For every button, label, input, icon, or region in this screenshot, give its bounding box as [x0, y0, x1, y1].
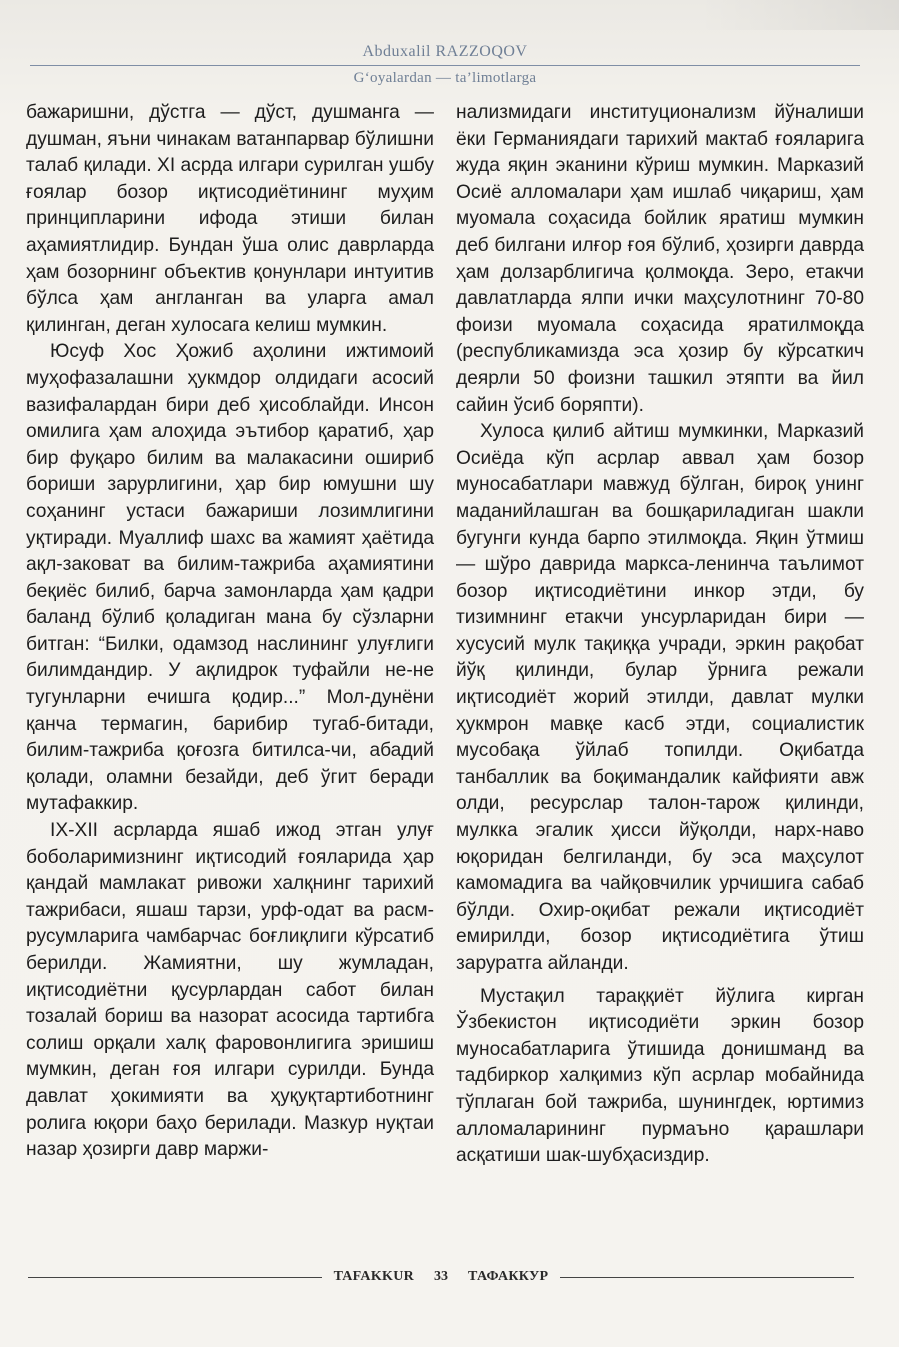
footer-rule-right [560, 1277, 854, 1278]
footer-title-latin: TAFAKKUR [333, 1269, 415, 1284]
header-author: Abduxalil RAZZOQOV [362, 43, 528, 60]
footer-title-cyrillic: ТАФАККУР [468, 1269, 549, 1284]
running-footer [28, 1265, 854, 1289]
article-body [26, 100, 864, 1167]
running-header [30, 42, 860, 87]
header-rule [30, 65, 860, 66]
paragraph: Хулоса қилиб айтиш мумкинки, Марказий Осиёда кўп асрлар аввал ҳам бозор муносабатлари мавжуд бўлган, бироқ унинг маданийлашган ва бошқариладиган шакли бугунги кунда барпо этилмоқда. Яқин ўтмиш — шўро даврида маркса-ленинча таълимот бозор иқтисодиётини инкор этди, бу тизимнинг етакчи унсурларидан бири — хусусий мулк тақиққа учради, эркин рақобат йўқ қилинди, булар ўрнига режали иқтисодиёт жорий этилди, давлат мулки ҳукмрон мавқе касб этди, социалистик мусобақа ўйлаб топилди. Оқибатда танбаллик ва боқимандалик кайфияти авж олди, ресурслар талон-тарож қилинди, мулкка эгалик ҳисси йўқолди, нарх-наво юқоридан белгиланди, бу эса маҳсулот камомадига ва чайқовчилик урчишига сабаб бўлди. Охир-оқибат режали иқтисодиёт емирилди, бозор иқтисодиётига ўтиш заруратга айланди. [456, 421, 864, 974]
paragraph: нализмидаги институционализм йўналиши ёки Германиядаги тарихий мактаб ғояларига жуда яқин эканини кўриш мумкин. Марказий Осиё алломалари ҳам ишлаб чиқариш, ҳам муомала соҳасида бойлик яратиш мумкин деб билгани илғор ғоя бўлиб, ҳозирги даврда ҳам долзарблигича қолмоқда. Зеро, етакчи давлатларда ялпи ички маҳсулотнинг 70-80 фоизи муомала соҳасида яратилмоқда (республикамизда эса ҳозир бу кўрсаткич деярли 50 фоизни ташкил этяпти ва йил сайин ўсиб боряпти). [456, 102, 864, 416]
page-number: 33 [434, 1269, 449, 1284]
left-column [26, 100, 434, 1164]
header-subtitle: G‘oyalardan — ta’limotlarga [353, 70, 537, 86]
paragraph: Юсуф Хос Ҳожиб аҳолини ижтимоий муҳофазалашни ҳукмдор олдидаги асосий вазифалардан бири деб ҳисоблайди. Инсон омилига ҳам алоҳида эътибор қаратиб, ҳар бир фуқаро билим ва малакасини ошириб бориши зарурлигини, ҳар бир юмушни шу соҳанинг устаси бажариши лозимлигини уқтиради. Муаллиф шахс ва жамият ҳаётида ақл-заковат ва билим-тажриба аҳамиятини беқиёс билиб, барча замонларда ҳам қадри баланд бўлиб қоладиган мана бу сўзларни битган: “Билки, одамзод наслининг улуғлиги билимдандир. У ақлидрок туфайли не-не тугунларни ечишга қодир...” Мол-дунёни қанча термагин, барибир тугаб-битади, билим-тажриба қоғозга битилса-чи, абадий қолади, оламни безайди, деб ўгит беради мутафаккир. [26, 341, 434, 815]
footer-rule-left [28, 1277, 322, 1278]
paragraph: Мустақил тараққиёт йўлига кирган Ўзбекистон иқтисодиёти эркин бозор муносабатларига ўтишида донишманд ва тадбиркор халқимиз кўп асрлар мобайнида тўплаган бой тажриба, шунингдек, юртимиз алломаларининг пурмаъно қарашлари асқатиши шак-шубҳасиздир. [456, 985, 864, 1167]
paragraph: бажаришни, дўстга — дўст, душманга — душман, яъни чинакам ватанпарвар бўлишни талаб қилади. XI асрда илгари сурилган ушбу ғоялар бозор иқтисодиётининг муҳим принципларини ифода этиши билан аҳамиятлидир. Бундан ўша олис даврларда ҳам бозорнинг объектив қонунлари интуитив бўлса ҳам англанган ва уларга амал қилинган, деган хулосага келиш мумкин. [26, 102, 434, 336]
page-corner-shade [699, 0, 899, 30]
paragraph: IX-XII асрларда яшаб ижод этган улуғ боболаримизнинг иқтисодий ғояларида ҳар қандай мамлакат ривожи халқнинг тарихий тажрибаси, яшаш тарзи, урф-одат ва расм-русумларига чамбарчас боғлиқлиги кўрсатиб берилди. Жамиятни, шу жумладан, иқтисодиётни қусурлардан сабот билан тозалай бориш ва назорат асосида тартибга солиш орқали халқ фаровонлигига эришиш мумкин, деган ғоя илгари сурилди. Бунда давлат ҳокимияти ва ҳуқуқтартиботнинг ролига юқори баҳо берилади. Мазкур нуқтаи назар ҳозирги давр маржи- [26, 820, 434, 1161]
right-column [456, 100, 864, 1170]
